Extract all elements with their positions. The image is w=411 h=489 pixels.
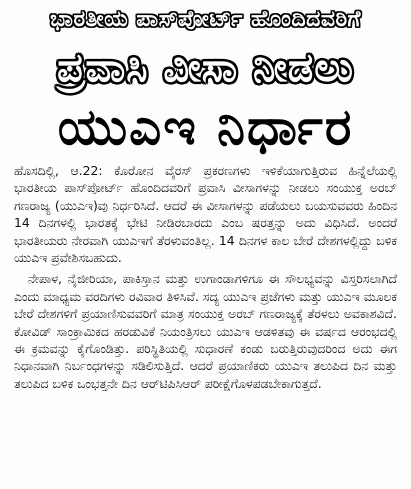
headline-line-2 (0, 96, 411, 158)
headline-kicker (0, 2, 411, 36)
article-paragraph: ನೇಪಾಳ, ನೈಜೀರಿಯಾ, ಪಾಕಿಸ್ತಾನ ಮತ್ತು ಉಗಾಂಡಾಗಳಿಗೂ ಈ ಸೌಲಭ್ಯವನ್ನು ವಿಸ್ತರಿಸಲಾಗಿದೆ ಎಂದು ಮಾಧ್ಯಮ ವರದಿಗಳು ರವಿವಾರ ತಿಳಿಸಿವೆ. ಸದ್ಯ ಯುಎಇ ಪ್ರಜೆಗಳು ಮತ್ತು ಯುಎಇ ಮೂಲಕ ಬೇರೆ ದೇಶಗಳಿಗೆ ಪ್ರಯಾಣಿಸುವವರಿಗೆ ಮಾತ್ರ ಸಂಯುಕ್ತ ಅರಬ್ ಗಣರಾಜ್ಯಕ್ಕೆ ತೆರಳಲು ಅವಕಾಶವಿದೆ. ಕೋವಿಡ್ ಸಾಂಕ್ರಾಮಿಕದ ಹರಡುವಿಕೆ ನಿಯಂತ್ರಿಸಲು ಯುಎಇ ಆಡಳಿತವು ಈ ವರ್ಷದ ಆರಂಭದಲ್ಲಿ ಈ ಕ್ರಮವನ್ನು ಕೈಗೊಂಡಿತ್ತು. ಪರಿಸ್ಥಿತಿಯಲ್ಲಿ ಸುಧಾರಣೆ ಕಂಡು ಬರುತ್ತಿರುವುದರಿಂದ ಅದು ಈಗ ನಿಧಾನವಾಗಿ ನಿರ್ಬಂಧಗಳನ್ನು ಸಡಿಲಿಸುತ್ತಿದೆ. ಆದರೆ ಪ್ರಯಾಣಿಕರು ಯುಎಇ ತಲುಪಿದ ದಿನ ಮತ್ತು ತಲುಪಿದ ಬಳಿಕ ಒಂಭತ್ತನೇ ದಿನ ಆರ್‌ಟಿಪಿಸಿಆರ್ ಪರೀಕ್ಷೆಗೊಳಪಡಬೇಕಾಗುತ್ತದೆ. (14, 271, 397, 391)
headline-line-1-text: ಪ್ರವಾಸಿ ವೀಸಾ ನೀಡಲು (57, 45, 354, 91)
headline-line-1 (0, 40, 411, 96)
article-body (14, 162, 397, 482)
headline-line-2-text: ಯುಎಇ ನಿರ್ಧಾರ (57, 97, 354, 156)
article-paragraph: ಹೊಸದಿಲ್ಲಿ, ಆ.22: ಕೊರೋನ ವೈರಸ್ ಪ್ರಕರಣಗಳು ಇಳಿಕೆಯಾಗುತ್ತಿರುವ ಹಿನ್ನೆಲೆಯಲ್ಲಿ ಭಾರತೀಯ ಪಾಸ್‌ಪೋರ್ಟ್ ಹೊಂದಿದವರಿಗೆ ಪ್ರವಾಸಿ ವೀಸಾಗಳನ್ನು ನೀಡಲು ಸಂಯುಕ್ತ ಅರಬ್ ಗಣರಾಜ್ಯ (ಯುಎಇ)ವು ನಿರ್ಧರಿಸಿದೆ. ಆದರೆ ಈ ವೀಸಾಗಳನ್ನು ಪಡೆಯಲು ಬಯಸುವವರು ಹಿಂದಿನ 14 ದಿನಗಳಲ್ಲಿ ಭಾರತಕ್ಕೆ ಭೇಟಿ ನೀಡಿರಬಾರದು ಎಂಬ ಷರತ್ತನ್ನು ಅದು ವಿಧಿಸಿದೆ. ಅಂದರೆ ಭಾರತೀಯರು ನೇರವಾಗಿ ಯುಎಇಗೆ ತೆರಳುವಂತಿಲ್ಲ. 14 ದಿನಗಳ ಕಾಲ ಬೇರೆ ದೇಶಗಳಲ್ಲಿದ್ದು ಬಳಿಕ ಯುಎಇ ಪ್ರವೇಶಿಸಬಹುದು. (14, 163, 397, 266)
kicker-text: ಭಾರತೀಯ ಪಾಸ್‌ಪೋರ್ಟ್ ಹೊಂದಿದವರಿಗೆ (50, 6, 361, 32)
